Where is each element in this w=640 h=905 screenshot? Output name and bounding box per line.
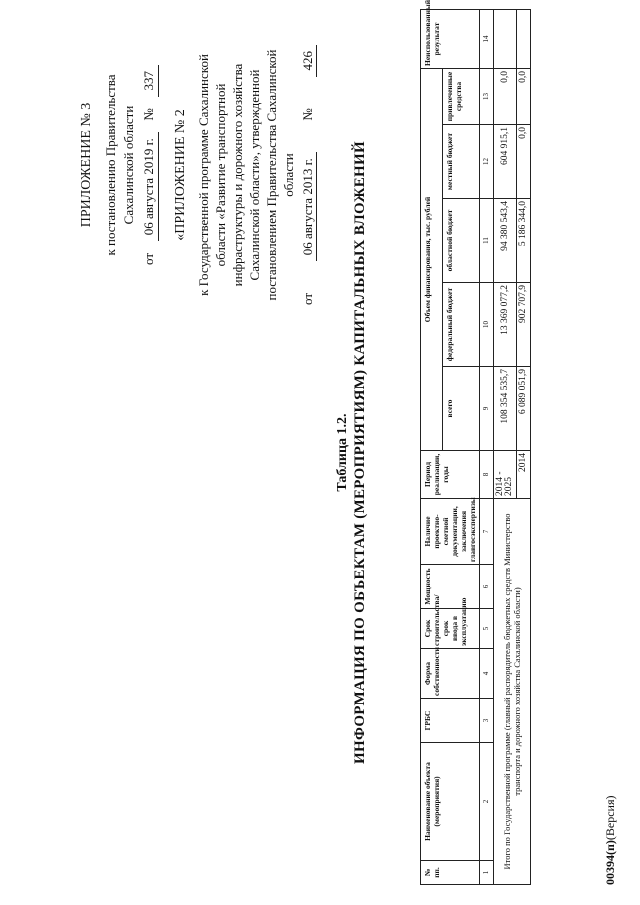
header-period: Период реализации, годы — [421, 451, 480, 499]
appendix-2-block — [172, 45, 317, 305]
cell-regional: 94 380 543,4 — [494, 199, 517, 283]
header-unspent: Неиспользованный результат — [421, 10, 480, 69]
summary-label: Итого по Государственной программе (главный распорядитель бюджетных средств Министерство транспорта и дорожного хозяйства Сахалинской области) — [494, 499, 531, 885]
appendix-2-date: 06 августа 2013 г. — [299, 152, 317, 261]
document-footer — [603, 796, 618, 886]
header-other: привлеченные средства — [443, 69, 480, 125]
col-number: 2 — [480, 743, 494, 861]
cell-unspent — [494, 10, 517, 69]
header-name: Наименование объекта (мероприятия) — [421, 743, 480, 861]
header-total: всего — [443, 367, 480, 451]
col-number: 4 — [480, 649, 494, 699]
header-regional: областной бюджет — [443, 199, 480, 283]
col-number: 8 — [480, 451, 494, 499]
header-local: местный бюджет — [443, 125, 480, 199]
col-number: 11 — [480, 199, 494, 283]
header-federal: федеральный бюджет — [443, 283, 480, 367]
header-ownership: Форма собственности — [421, 649, 480, 699]
header-capacity: Мощность — [421, 565, 480, 609]
header-grbs: ГРБС — [421, 699, 480, 743]
cell-federal: 13 369 077,2 — [494, 283, 517, 367]
col-number: 9 — [480, 367, 494, 451]
col-number: 5 — [480, 609, 494, 649]
table-caption: Таблица 1.2. — [335, 413, 350, 492]
header-docs: Наличие проектно-сметной документации, заключения главгосэкспертизы — [421, 499, 480, 565]
appendix-3-dateline — [140, 65, 159, 265]
cell-local: 0,0 — [517, 125, 531, 199]
appendix-3-no-label: № — [141, 108, 156, 121]
appendix-3-from-label: от — [141, 252, 156, 265]
capital-investments-table — [420, 0, 531, 885]
cell-local: 604 915,1 — [494, 125, 517, 199]
footer-version: (Версия) — [603, 795, 617, 841]
footer-code: 00394(п) — [603, 840, 617, 885]
header-no: № пп. — [421, 861, 480, 885]
appendix-3-number: 337 — [140, 65, 159, 97]
cell-federal: 902 707,9 — [517, 283, 531, 367]
col-number: 14 — [480, 10, 494, 69]
table-header-row — [421, 10, 443, 885]
document-title: ИНФОРМАЦИЯ ПО ОБЪЕКТАМ (МЕРОПРИЯТИЯМ) КАПИТАЛЬНЫХ ВЛОЖЕНИЙ — [352, 141, 368, 764]
cell-total: 108 354 535,7 — [494, 367, 517, 451]
cell-period: 2014 — [517, 451, 531, 499]
appendix-3-block — [78, 65, 159, 265]
appendix-3-line2: Сахалинской области — [121, 105, 136, 225]
table-row — [494, 10, 517, 885]
cell-unspent — [517, 10, 531, 69]
appendix-2-number: 426 — [299, 45, 317, 77]
appendix-2-no-label: № — [300, 108, 315, 121]
header-funding: Объем финансирования, тыс. рублей — [421, 69, 443, 451]
appendix-3-line1: к постановлению Правительства — [103, 74, 118, 256]
appendix-2-heading: «ПРИЛОЖЕНИЕ № 2 — [173, 109, 188, 241]
cell-other: 0,0 — [517, 69, 531, 125]
cell-total: 6 089 051,9 — [517, 367, 531, 451]
column-number-row — [480, 10, 494, 885]
col-number: 10 — [480, 283, 494, 367]
col-number: 6 — [480, 565, 494, 609]
col-number: 13 — [480, 69, 494, 125]
cell-other: 0,0 — [494, 69, 517, 125]
appendix-3-date: 06 августа 2019 г. — [140, 132, 159, 241]
appendix-3-heading: ПРИЛОЖЕНИЕ № 3 — [79, 102, 94, 228]
col-number: 3 — [480, 699, 494, 743]
col-number: 1 — [480, 861, 494, 885]
appendix-2-text: к Государственной программе Сахалинской области «Развитие транспортной инфраструктуры и дорожного хозяйства Сахалинской области», утвержденной постановлением Правительства Сахалинской области — [196, 49, 296, 301]
header-deadline: Срок строительства/срок ввода в эксплуатацию — [421, 609, 480, 649]
appendix-2-dateline — [299, 45, 317, 305]
appendix-2-from-label: от — [300, 292, 315, 305]
cell-regional: 5 186 344,0 — [517, 199, 531, 283]
col-number: 7 — [480, 499, 494, 565]
col-number: 12 — [480, 125, 494, 199]
cell-period: 2014 - 2025 — [494, 451, 517, 499]
